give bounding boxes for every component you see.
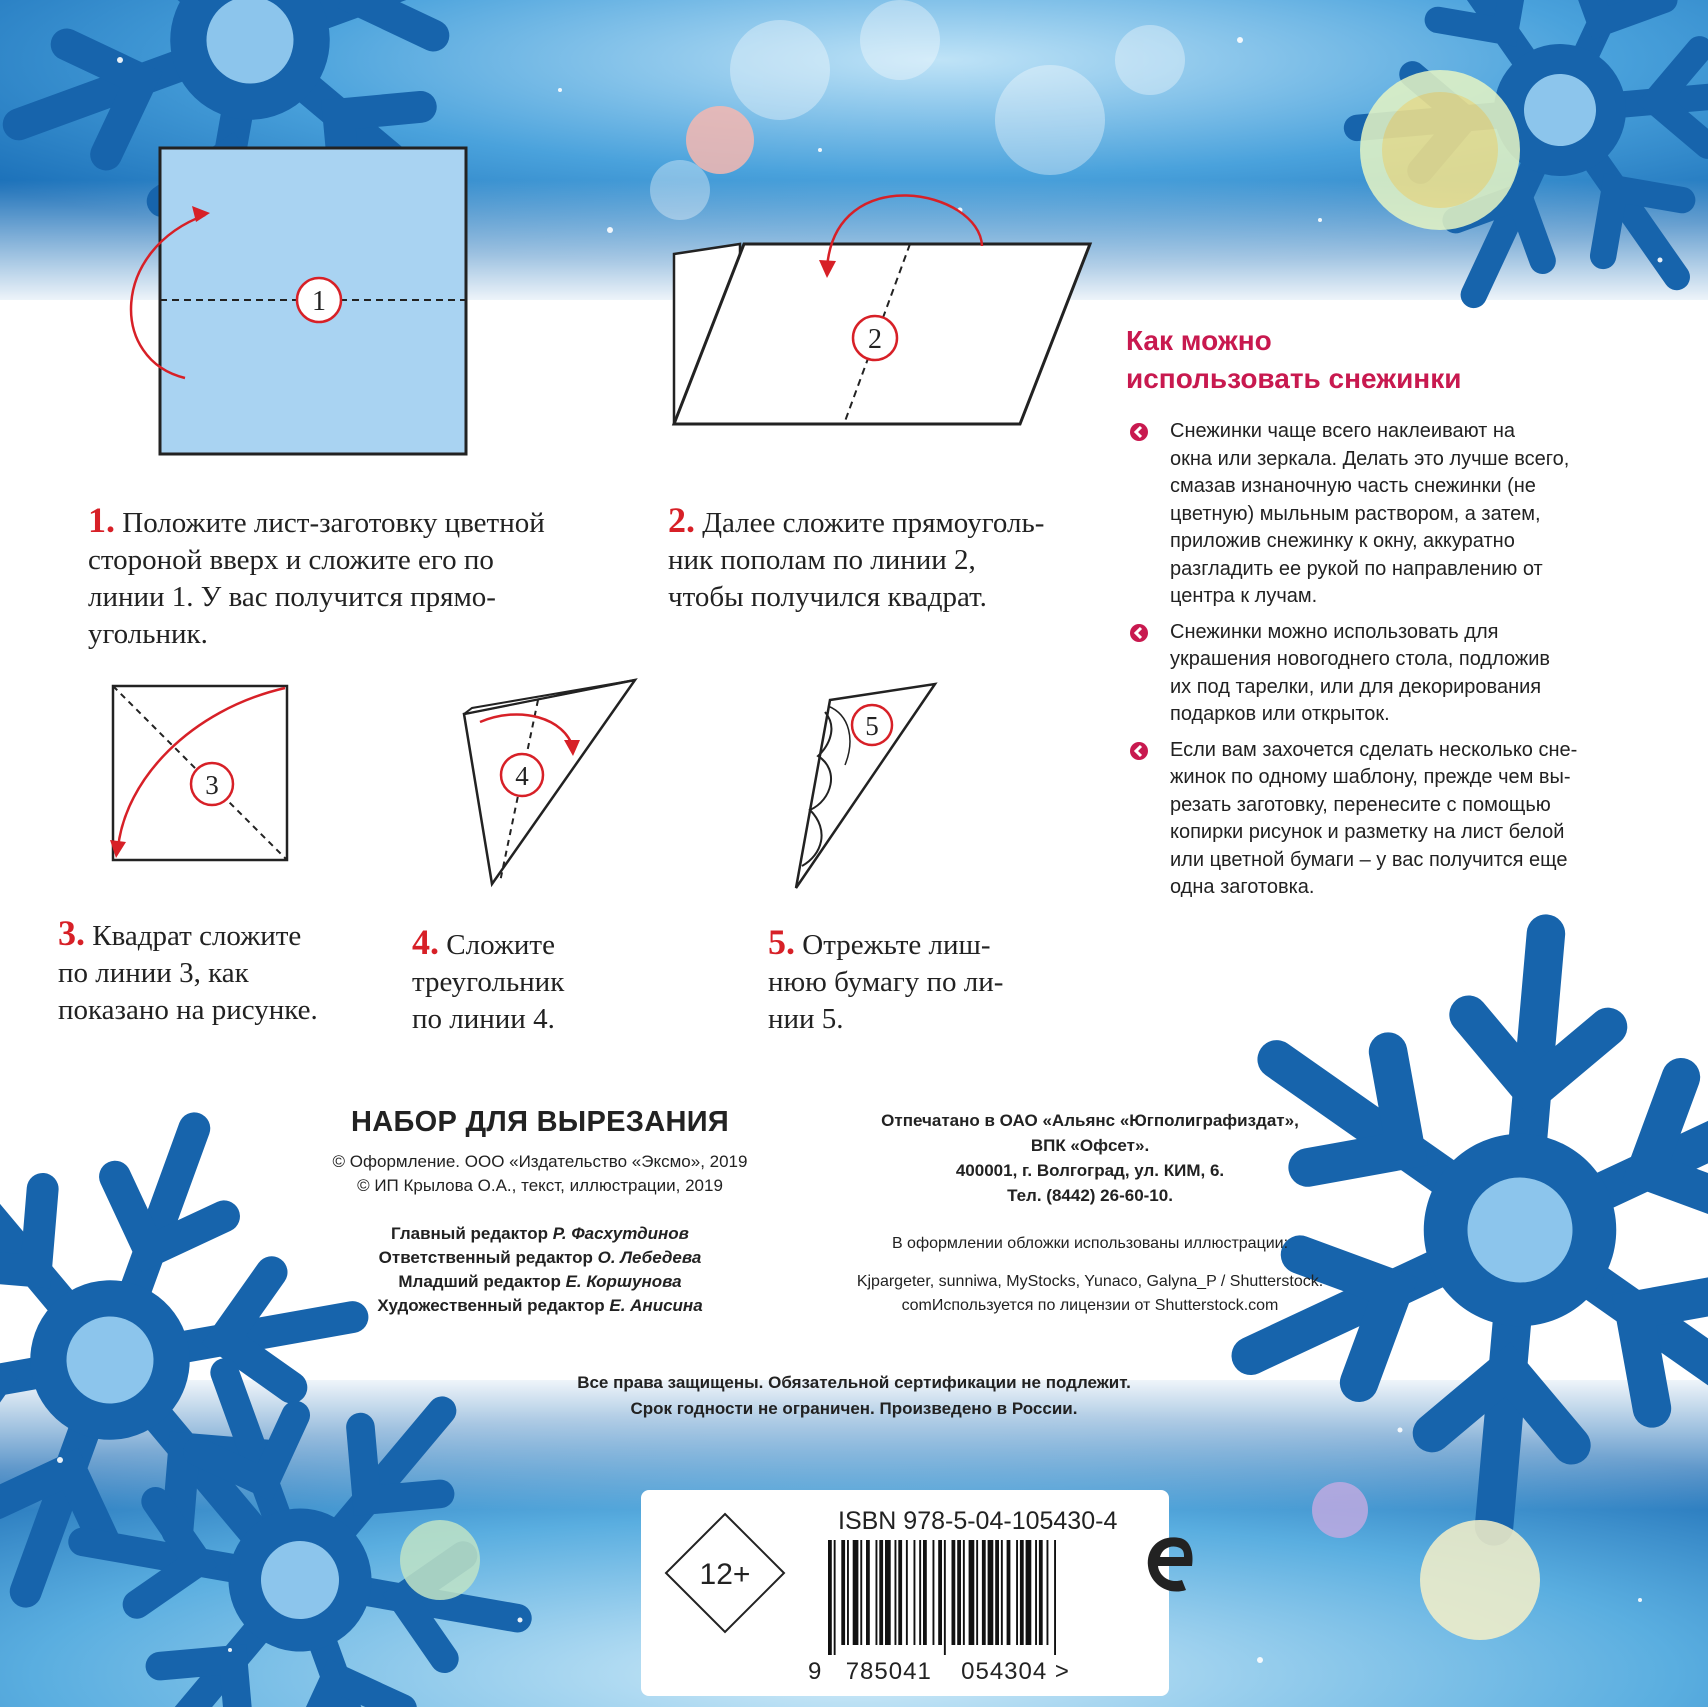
diagram-step-5: [780, 670, 950, 900]
usage-bullet-3-line-6: одна заготовка.: [1170, 876, 1315, 898]
usage-bullet-2-line-2: украшения новогоднего стола, подложив: [1170, 648, 1551, 670]
usage-bullet-1-line-3: смазав изнаночную часть снежинки (не: [1170, 475, 1536, 497]
copyright-block: [270, 1150, 810, 1198]
credits-block: [830, 1232, 1350, 1318]
barcode-bar: [895, 1540, 897, 1645]
legal-block: [454, 1370, 1254, 1422]
barcode-bar: [1054, 1540, 1056, 1655]
usage-bullet-3-line-2: жинок по одному шаблону, прежде чем вы-: [1170, 766, 1571, 788]
usage-heading: [1126, 322, 1546, 398]
usage-bullet-1-line-2: окна или зеркала. Делать это лучше всего,: [1170, 447, 1570, 470]
diagram-label-3: 3: [205, 770, 219, 800]
barcode-digits-right: 054304: [961, 1658, 1048, 1685]
list-item: [1128, 418, 1648, 611]
editor-role: Ответственный редактор: [378, 1248, 593, 1267]
usage-bullet-2-line-3: их под тарелки, или для декорирования: [1170, 675, 1542, 698]
age-rating: 12+: [699, 1558, 751, 1591]
editor-name: Е. Коршунова: [565, 1272, 682, 1291]
barcode-bar: [938, 1540, 942, 1645]
step-5-line-2: нюю бумагу по ли-: [768, 966, 1004, 998]
legal-line-2: Срок годности не ограничен. Произведено в России.: [630, 1399, 1078, 1418]
diagram-step-3: [100, 680, 300, 880]
diagram-label-1: 1: [312, 286, 326, 317]
step-1-text: [88, 502, 648, 653]
barcode-bar: [952, 1540, 956, 1645]
step-2-line-2: ник пополам по линии 2,: [668, 544, 976, 576]
step-1-line-1: Положите лист-заготовку цветной: [122, 507, 545, 539]
barcode-bar: [828, 1540, 832, 1655]
barcode-bar: [879, 1540, 883, 1645]
step-5-line-3: нии 5.: [768, 1003, 844, 1035]
usage-heading-line-2: использовать снежинки: [1126, 363, 1462, 394]
list-item: [1128, 619, 1648, 729]
barcode-bar: [944, 1540, 946, 1655]
step-5-text: [768, 924, 1068, 1038]
barcode-bar: [923, 1540, 927, 1645]
barcode-bar: [982, 1540, 986, 1645]
barcode-bar: [834, 1540, 836, 1655]
copyright-line-1: © Оформление. ООО «Издательство «Эксмо», 2019: [332, 1152, 748, 1171]
legal-line-1: Все права защищены. Обязательной сертификации не подлежит.: [577, 1373, 1131, 1392]
barcode-bar: [995, 1540, 999, 1645]
step-3-line-3: показано на рисунке.: [58, 994, 318, 1026]
barcode-bar: [1020, 1540, 1024, 1645]
barcode-bar: [841, 1540, 845, 1645]
credit-heading: В оформлении обложки использованы иллюстрации:: [891, 1235, 1289, 1252]
printer-line-3: 400001, г. Волгоград, ул. КИМ, 6.: [955, 1161, 1225, 1180]
diagram-label-5: 5: [865, 711, 879, 741]
step-1-line-3: линии 1. У вас получится прямо-: [88, 581, 496, 613]
step-4-text: [412, 924, 672, 1038]
editor-role: Главный редактор: [391, 1224, 548, 1243]
barcode-bar: [963, 1540, 965, 1645]
diagram-step-2: [660, 180, 1100, 440]
barcode-bar: [1001, 1540, 1003, 1645]
barcode-digit-lead: 9: [808, 1658, 823, 1685]
step-3-line-1: Квадрат сложите: [92, 920, 302, 952]
usage-bullet-1-line-1: Снежинки чаще всего наклеивают на: [1170, 420, 1516, 442]
diagram-step-1: [100, 140, 480, 470]
barcode-bar: [866, 1540, 870, 1645]
credit-line-1: Kjpargeter, sunniwa, MyStocks, Yunaco, Galyna_P / Shutterstock.: [856, 1273, 1324, 1290]
step-3-text: [58, 915, 398, 1029]
product-title: НАБОР ДЛЯ ВЫРЕЗАНИЯ: [350, 1106, 730, 1138]
barcode-digits-left: 785041: [845, 1658, 932, 1685]
barcode-bar: [876, 1540, 878, 1645]
usage-bullet-1-line-4: цветную) мыльным раствором, а затем,: [1170, 502, 1541, 525]
usage-bullet-3-line-3: резать заготовку, перенесите с помощью: [1170, 793, 1551, 816]
barcode-digits: [808, 1658, 1138, 1686]
step-1-number: 1.: [88, 500, 115, 540]
bullet-mark-icon: [1128, 741, 1150, 761]
barcode-bar: [933, 1540, 935, 1645]
step-4-line-1: Сложите: [446, 929, 555, 961]
barcode-bar: [853, 1540, 859, 1645]
step-3-line-2: по линии 3, как: [58, 957, 249, 989]
barcode-bar: [914, 1540, 916, 1645]
copyright-line-2: © ИП Крылова О.А., текст, иллюстрации, 2019: [357, 1176, 723, 1195]
step-2-line-3: чтобы получился квадрат.: [668, 581, 987, 613]
isbn-number: ISBN 978-5-04-105430-4: [838, 1507, 1118, 1535]
barcode-digit-tail: >: [1054, 1658, 1070, 1685]
editor-name: О. Лебедева: [597, 1248, 702, 1267]
barcode-bar: [988, 1540, 994, 1645]
step-4-line-2: треугольник: [412, 966, 565, 998]
usage-bullet-3-line-1: Если вам захочется сделать несколько сне-: [1170, 738, 1578, 761]
diagram-step-4: [450, 670, 650, 900]
barcode-bar: [1026, 1540, 1032, 1645]
printer-line-2: ВПК «Офсет».: [1030, 1136, 1150, 1155]
barcode-bar: [898, 1540, 902, 1645]
step-4-number: 4.: [412, 922, 439, 962]
barcode-bar: [860, 1540, 862, 1645]
barcode-bar: [1047, 1540, 1049, 1645]
barcode-bar: [976, 1540, 978, 1645]
barcode-bar: [1007, 1540, 1011, 1645]
editors-block: [290, 1222, 790, 1318]
usage-bullet-3-line-5: или цветной бумаги – у вас получится еще: [1170, 848, 1568, 871]
printer-line-4: Тел. (8442) 26-60-10.: [1007, 1186, 1173, 1205]
diagram-label-2: 2: [868, 324, 882, 355]
step-2-text: [668, 502, 1128, 616]
editor-name: Р. Фасхутдинов: [552, 1224, 689, 1243]
barcode-bar: [906, 1540, 908, 1645]
printer-block: [830, 1108, 1350, 1208]
barcode-bar: [1035, 1540, 1037, 1645]
bullet-mark-icon: [1128, 623, 1150, 643]
usage-bullet-1-line-7: центра к лучам.: [1170, 585, 1318, 607]
usage-bullet-1-line-6: разгладить ее рукой по направлению от: [1170, 557, 1543, 580]
step-1-line-4: угольник.: [88, 618, 208, 650]
usage-heading-line-1: Как можно: [1126, 325, 1272, 356]
barcode-bar: [957, 1540, 961, 1645]
editor-name: Е. Анисина: [609, 1296, 703, 1315]
editor-role: Художественный редактор: [377, 1296, 605, 1315]
age-rating-badge: [662, 1510, 788, 1636]
usage-list: [1128, 418, 1648, 910]
bullet-mark-icon: [1128, 422, 1150, 442]
barcode-bar: [885, 1540, 891, 1645]
step-3-number: 3.: [58, 913, 85, 953]
list-item: [1128, 737, 1648, 902]
eksmo-logo-icon: [1142, 1530, 1204, 1600]
barcode-bar: [969, 1540, 975, 1645]
step-4-line-3: по линии 4.: [412, 1003, 555, 1035]
diagram-label-4: 4: [515, 761, 529, 791]
usage-bullet-3-line-4: копирки рисунок и разметку на лист белой: [1170, 821, 1565, 843]
step-5-number: 5.: [768, 922, 795, 962]
barcode-bar: [919, 1540, 921, 1645]
barcode-bar: [1039, 1540, 1043, 1645]
step-2-line-1: Далее сложите прямоуголь-: [702, 507, 1045, 539]
printer-line-1: Отпечатано в ОАО «Альянс «Югполиграфиздат»,: [881, 1111, 1299, 1130]
barcode: [828, 1540, 1128, 1655]
step-5-line-1: Отрежьте лиш-: [802, 929, 991, 961]
usage-bullet-2-line-1: Снежинки можно использовать для: [1170, 620, 1499, 643]
usage-bullet-1-line-5: приложив снежинку к окну, аккуратно: [1170, 530, 1515, 552]
step-2-number: 2.: [668, 500, 695, 540]
step-1-line-2: стороной вверх и сложите его по: [88, 544, 494, 576]
credit-line-2: comИспользуется по лицензии от Shutterstock.com: [901, 1297, 1279, 1314]
barcode-bar: [1016, 1540, 1018, 1645]
usage-bullet-2-line-4: подарков или открыток.: [1170, 703, 1390, 725]
barcode-bar: [847, 1540, 849, 1645]
editor-role: Младший редактор: [398, 1272, 561, 1291]
